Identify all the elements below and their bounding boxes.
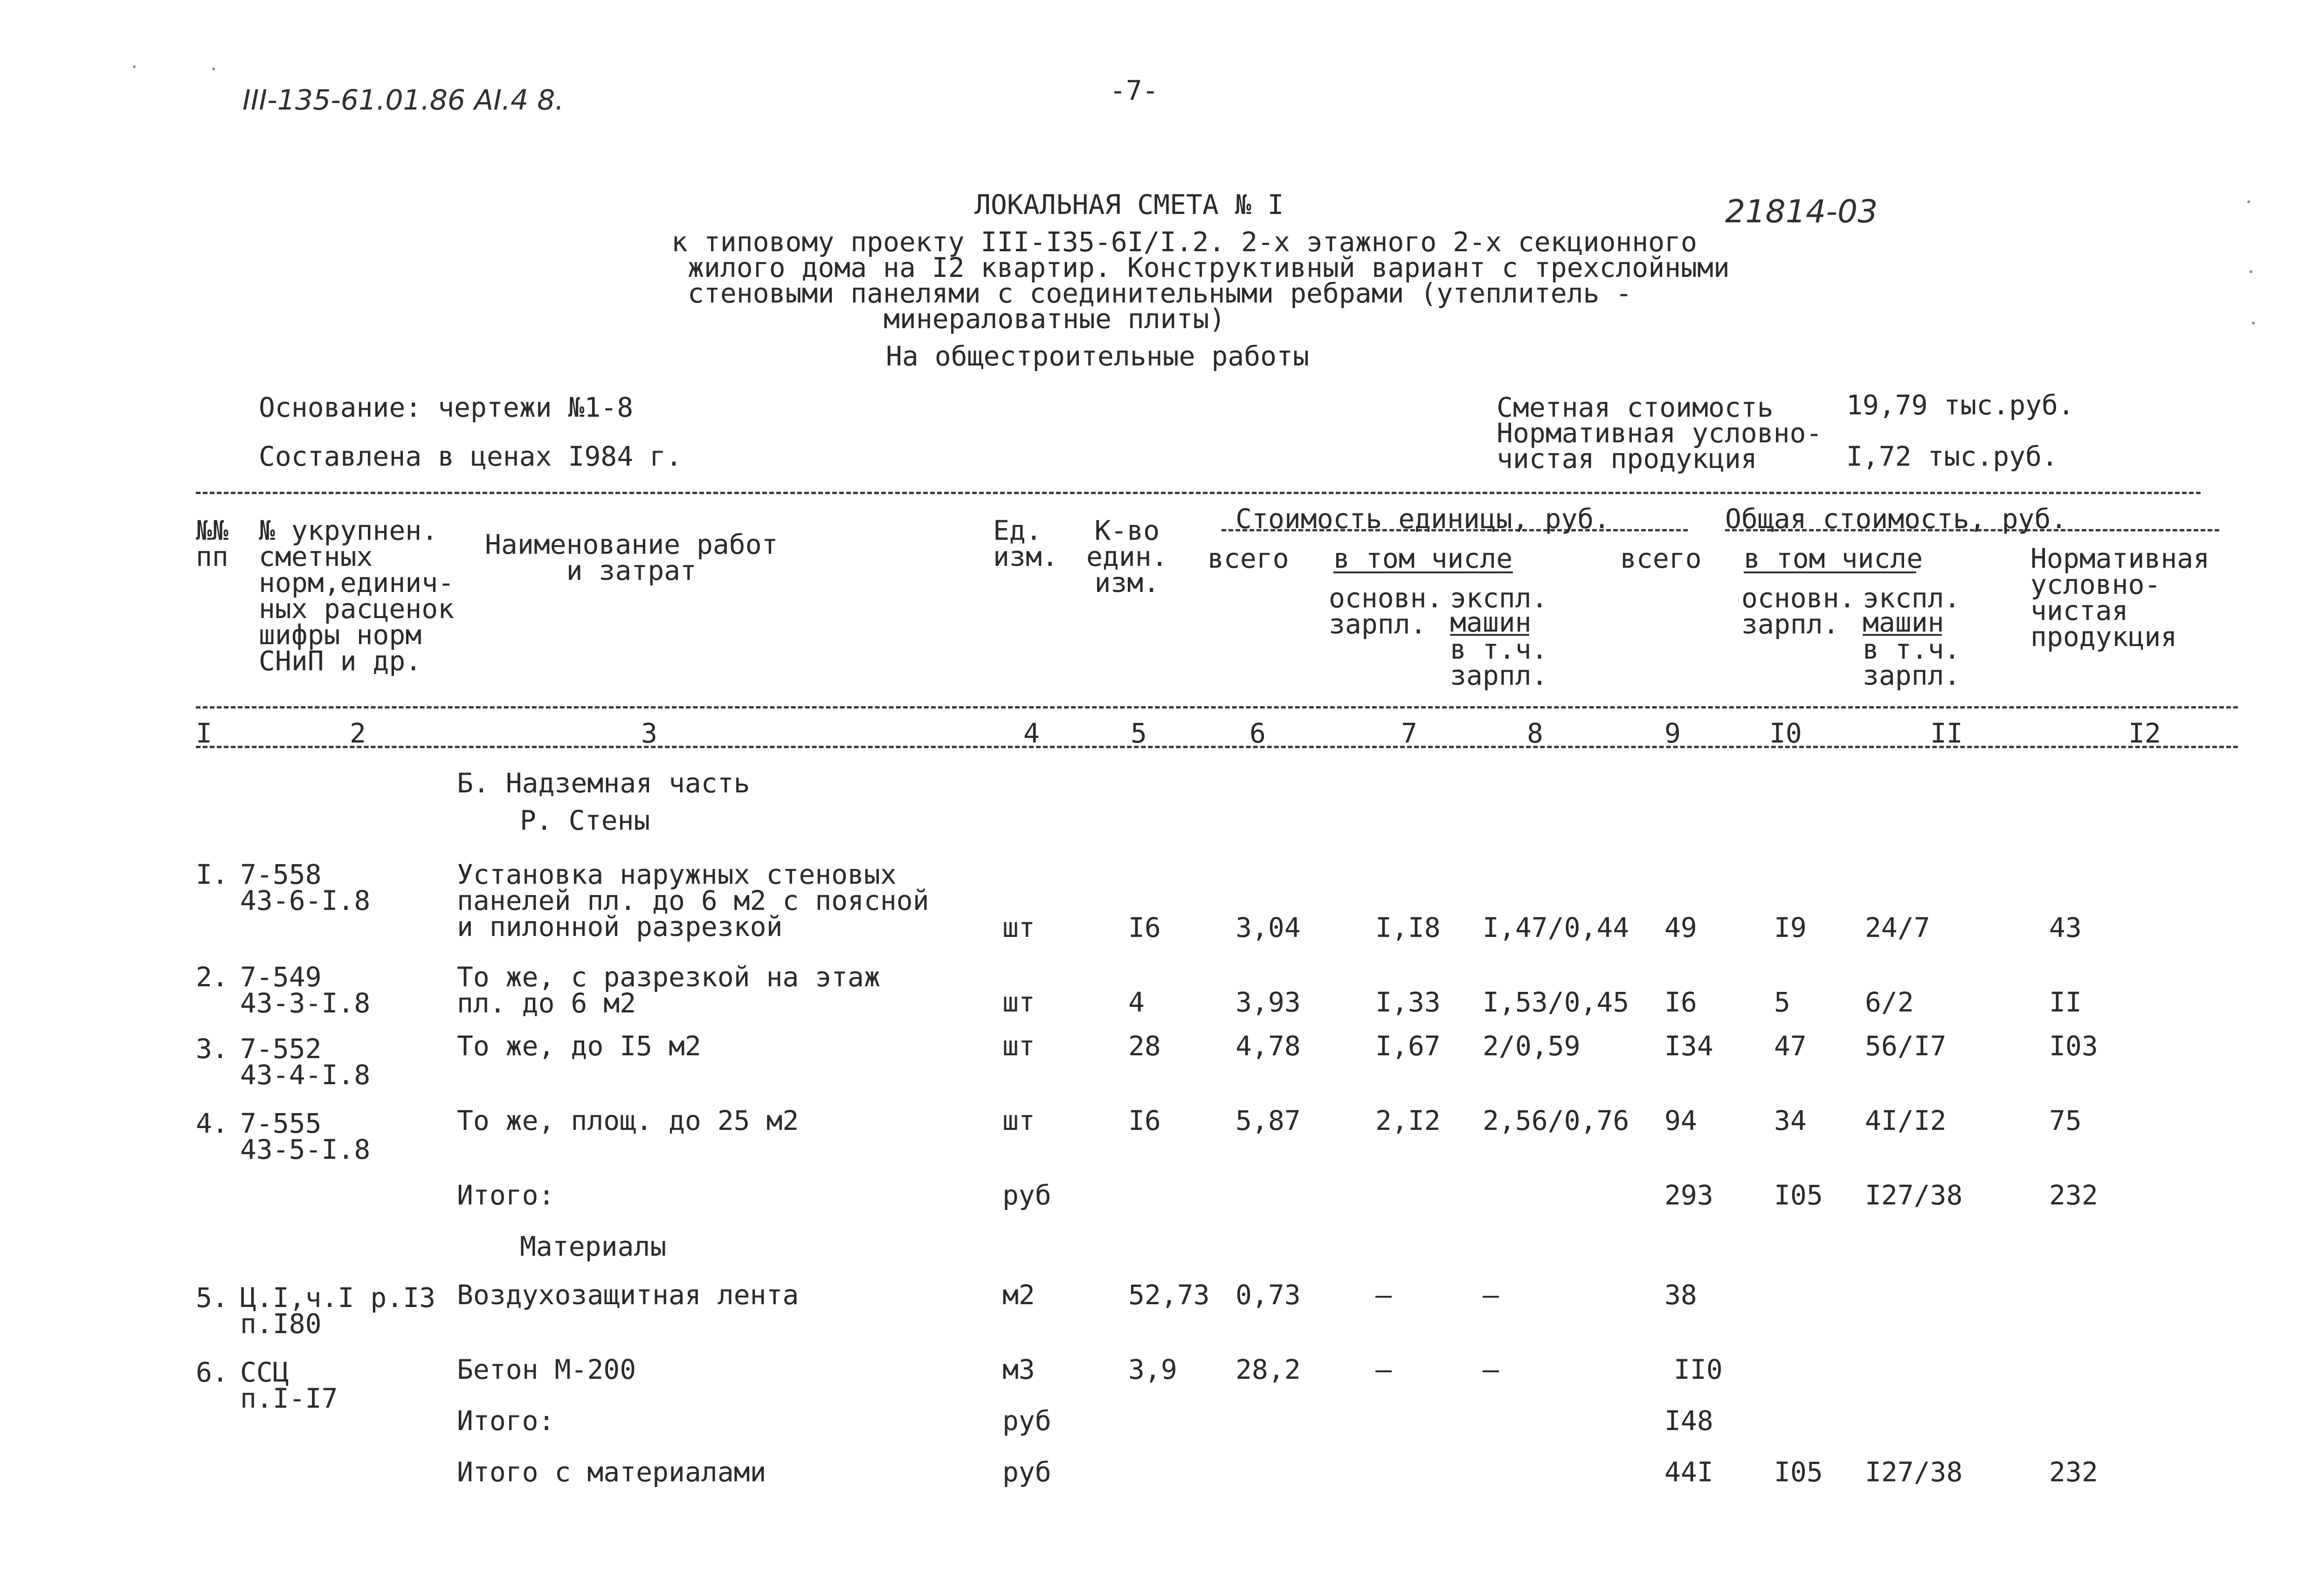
grand-total-wage: I05 xyxy=(1774,1456,1823,1488)
row-total-machines: 4I/I2 xyxy=(1865,1105,1947,1136)
row-number: 2. xyxy=(196,961,228,993)
row-code: Ц.I,ч.I р.I3 п.I80 xyxy=(240,1282,436,1340)
row-unit-cost-total: 28,2 xyxy=(1236,1354,1301,1385)
total-cost-group-header: Общая стоимость, руб. xyxy=(1725,503,2067,535)
row-quantity: I6 xyxy=(1128,912,1161,943)
column-number: I xyxy=(196,717,212,749)
grand-total-label: Итого с материалами xyxy=(457,1456,766,1488)
scan-speck xyxy=(212,68,215,70)
subtotal-label: Итого: xyxy=(457,1405,555,1437)
column-number: 4 xyxy=(1023,717,1040,749)
row-unit-cost-total: 4,78 xyxy=(1236,1030,1301,1062)
header-col-10: основн. зарпл. xyxy=(1741,582,1856,640)
header-col-2: № укрупнен. сметных норм,единич- ных расценок шифры норм СНиП и др. xyxy=(259,515,455,677)
row-unit: шт xyxy=(1002,1105,1035,1136)
row-norm-product: 43 xyxy=(2049,912,2082,943)
row-code: ССЦ п.I-I7 xyxy=(240,1356,338,1414)
unit-cost-group-header: Стоимость единицы, руб. xyxy=(1236,503,1610,535)
row-unit-cost-wage: I,33 xyxy=(1375,986,1441,1018)
row-quantity: 3,9 xyxy=(1128,1354,1177,1385)
row-total-cost: II0 xyxy=(1674,1354,1723,1385)
row-quantity: 4 xyxy=(1128,986,1145,1018)
row-unit-cost-total: 3,04 xyxy=(1236,912,1301,943)
estimated-cost-label: Сметная стоимость xyxy=(1497,392,1774,423)
title-line-1: к типовому проекту III-I35-6I/I.2. 2-х этажного 2-х секционного xyxy=(671,226,1697,258)
row-total-cost: 49 xyxy=(1664,912,1697,943)
column-number: I0 xyxy=(1769,717,1802,749)
row-unit-cost-wage: 2,I2 xyxy=(1375,1105,1441,1136)
subtotal-total-wage: I05 xyxy=(1774,1179,1823,1211)
grand-total-machines: I27/38 xyxy=(1865,1456,1963,1488)
row-unit-cost-total: 0,73 xyxy=(1236,1279,1301,1311)
row-description: То же, до I5 м2 xyxy=(457,1030,701,1062)
row-unit: м3 xyxy=(1002,1354,1035,1385)
header-col-4: Ед. изм. xyxy=(993,515,1058,572)
row-unit: шт xyxy=(1002,1030,1035,1062)
norm-product-label-1: Нормативная условно- xyxy=(1497,417,1823,449)
header-col-11-top: экспл. xyxy=(1863,582,1961,614)
norm-product-value: I,72 тыс.руб. xyxy=(1846,440,2058,472)
subtotal-total-cost: 293 xyxy=(1664,1179,1713,1211)
norm-product-label-2: чистая продукция xyxy=(1497,443,1757,475)
title-line-2: жилого дома на I2 квартир. Конструктивный вариант с трехслойными xyxy=(688,252,1730,283)
row-number: 5. xyxy=(196,1282,228,1314)
header-col-11-mid: машин xyxy=(1863,606,1944,638)
row-unit-cost-machines: I,47/0,44 xyxy=(1483,912,1629,943)
row-norm-product: 75 xyxy=(2049,1105,2082,1136)
archive-number: 21814-03 xyxy=(1725,193,1878,230)
doc-subtitle: На общестроительные работы xyxy=(886,340,1309,372)
column-number: 2 xyxy=(350,717,366,749)
doc-heading: ЛОКАЛЬНАЯ СМЕТА № I xyxy=(974,189,1284,220)
row-code: 7-558 43-6-I.8 xyxy=(240,859,371,916)
row-total-wage: 5 xyxy=(1774,986,1790,1018)
row-unit-cost-total: 3,93 xyxy=(1236,986,1301,1018)
header-col-6: всего xyxy=(1208,543,1289,574)
row-unit-cost-machines: – xyxy=(1483,1354,1499,1385)
header-col-12: Нормативная условно- чистая продукция xyxy=(2030,543,2210,653)
row-code: 7-555 43-5-I.8 xyxy=(240,1108,371,1165)
row-unit-cost-wage: I,I8 xyxy=(1375,912,1441,943)
included-header-2: в том числе xyxy=(1744,543,1923,574)
row-unit-cost-machines: I,53/0,45 xyxy=(1483,986,1629,1018)
column-number: II xyxy=(1930,717,1963,749)
row-unit: шт xyxy=(1002,986,1035,1018)
row-total-cost: I34 xyxy=(1664,1030,1713,1062)
row-unit: шт xyxy=(1002,912,1035,943)
row-number: 4. xyxy=(196,1108,228,1139)
scan-speck xyxy=(2250,270,2252,273)
row-quantity: I6 xyxy=(1128,1105,1161,1136)
title-line-4: минераловатные плиты) xyxy=(884,303,1226,335)
row-total-wage: 47 xyxy=(1774,1030,1807,1062)
estimated-cost-value: 19,79 тыс.руб. xyxy=(1846,389,2074,421)
header-col-3: Наименование работ и затрат xyxy=(485,529,778,586)
scan-speck xyxy=(133,65,136,68)
row-number: I. xyxy=(196,859,228,890)
row-code: 7-549 43-3-I.8 xyxy=(240,961,371,1019)
table-top-rule xyxy=(196,492,2201,494)
included-underline-2 xyxy=(1744,571,1916,573)
subtotal-norm-product: 232 xyxy=(2049,1179,2098,1211)
row-quantity: 52,73 xyxy=(1128,1279,1210,1311)
row-total-wage: I9 xyxy=(1774,912,1807,943)
grand-total-norm-product: 232 xyxy=(2049,1456,2098,1488)
header-col-7: основн. зарпл. xyxy=(1329,582,1443,640)
doc-code: III-135-61.01.86 AI.4 8. xyxy=(242,84,564,117)
header-col-5: К-во един. изм. xyxy=(1086,515,1168,598)
prices-text: Составлена в ценах I984 г. xyxy=(259,440,682,472)
header-col-8-mid: машин xyxy=(1450,606,1532,638)
row-total-cost: I6 xyxy=(1664,986,1697,1018)
column-number: 8 xyxy=(1527,717,1543,749)
page-number: -7- xyxy=(1110,75,1159,106)
scan-speck xyxy=(2252,322,2255,324)
row-total-cost: 94 xyxy=(1664,1105,1697,1136)
column-number: I2 xyxy=(2128,717,2161,749)
grand-total-unit: руб xyxy=(1002,1456,1051,1488)
row-description: Воздухозащитная лента xyxy=(457,1279,799,1311)
header-col-8-bottom: в т.ч. зарпл. xyxy=(1450,633,1548,691)
row-description: То же, с разрезкой на этаж пл. до 6 м2 xyxy=(457,961,880,1019)
header-col-1: №№ пп xyxy=(196,515,228,572)
subsection-title: Р. Стены xyxy=(520,805,650,836)
subtotal-unit: руб xyxy=(1002,1405,1051,1437)
header-col-11-bottom: в т.ч. зарпл. xyxy=(1863,633,1961,691)
row-total-machines: 6/2 xyxy=(1865,986,1914,1018)
subtotal-unit: руб xyxy=(1002,1179,1051,1211)
row-number: 3. xyxy=(196,1033,228,1065)
row-quantity: 28 xyxy=(1128,1030,1161,1062)
title-line-3: стеновыми панелями с соединительными ребрами (утеплитель - xyxy=(688,277,1632,309)
row-unit-cost-machines: 2/0,59 xyxy=(1483,1030,1581,1062)
row-description: То же, площ. до 25 м2 xyxy=(457,1105,799,1136)
row-total-cost: 38 xyxy=(1664,1279,1697,1311)
basis-text: Основание: чертежи №1-8 xyxy=(259,392,634,423)
row-total-machines: 56/I7 xyxy=(1865,1030,1947,1062)
row-unit-cost-machines: 2,56/0,76 xyxy=(1483,1105,1629,1136)
header-col-9: всего xyxy=(1620,543,1702,574)
included-header-1: в том числе xyxy=(1333,543,1513,574)
scan-speck xyxy=(2247,200,2250,203)
row-norm-product: II xyxy=(2049,986,2082,1018)
row-total-machines: 24/7 xyxy=(1865,912,1930,943)
row-unit-cost-machines: – xyxy=(1483,1279,1499,1311)
column-number: 3 xyxy=(641,717,657,749)
row-norm-product: I03 xyxy=(2049,1030,2098,1062)
row-number: 6. xyxy=(196,1356,228,1388)
row-unit: м2 xyxy=(1002,1279,1035,1311)
subtotal-label: Итого: xyxy=(457,1179,555,1211)
row-unit-cost-wage: – xyxy=(1375,1279,1392,1311)
subtotal-total-cost: I48 xyxy=(1664,1405,1713,1437)
row-description: Бетон М-200 xyxy=(457,1354,636,1385)
subtotal-total-machines: I27/38 xyxy=(1865,1179,1963,1211)
grand-total-cost: 44I xyxy=(1664,1456,1713,1488)
row-total-wage: 34 xyxy=(1774,1105,1807,1136)
materials-title: Материалы xyxy=(520,1231,667,1262)
header-col-8-top: экспл. xyxy=(1450,582,1548,614)
row-unit-cost-wage: I,67 xyxy=(1375,1030,1441,1062)
header-bottom-rule xyxy=(196,706,2238,709)
row-code: 7-552 43-4-I.8 xyxy=(240,1033,371,1091)
column-number: 5 xyxy=(1131,717,1147,749)
column-number: 6 xyxy=(1250,717,1266,749)
row-description: Установка наружных стеновых панелей пл. до 6 м2 с поясной и пилонной разрезкой xyxy=(457,859,929,942)
row-unit-cost-wage: – xyxy=(1375,1354,1392,1385)
column-number: 7 xyxy=(1401,717,1417,749)
column-number: 9 xyxy=(1664,717,1681,749)
section-title: Б. Надземная часть xyxy=(457,767,750,799)
included-underline-1 xyxy=(1333,571,1513,573)
row-unit-cost-total: 5,87 xyxy=(1236,1105,1301,1136)
